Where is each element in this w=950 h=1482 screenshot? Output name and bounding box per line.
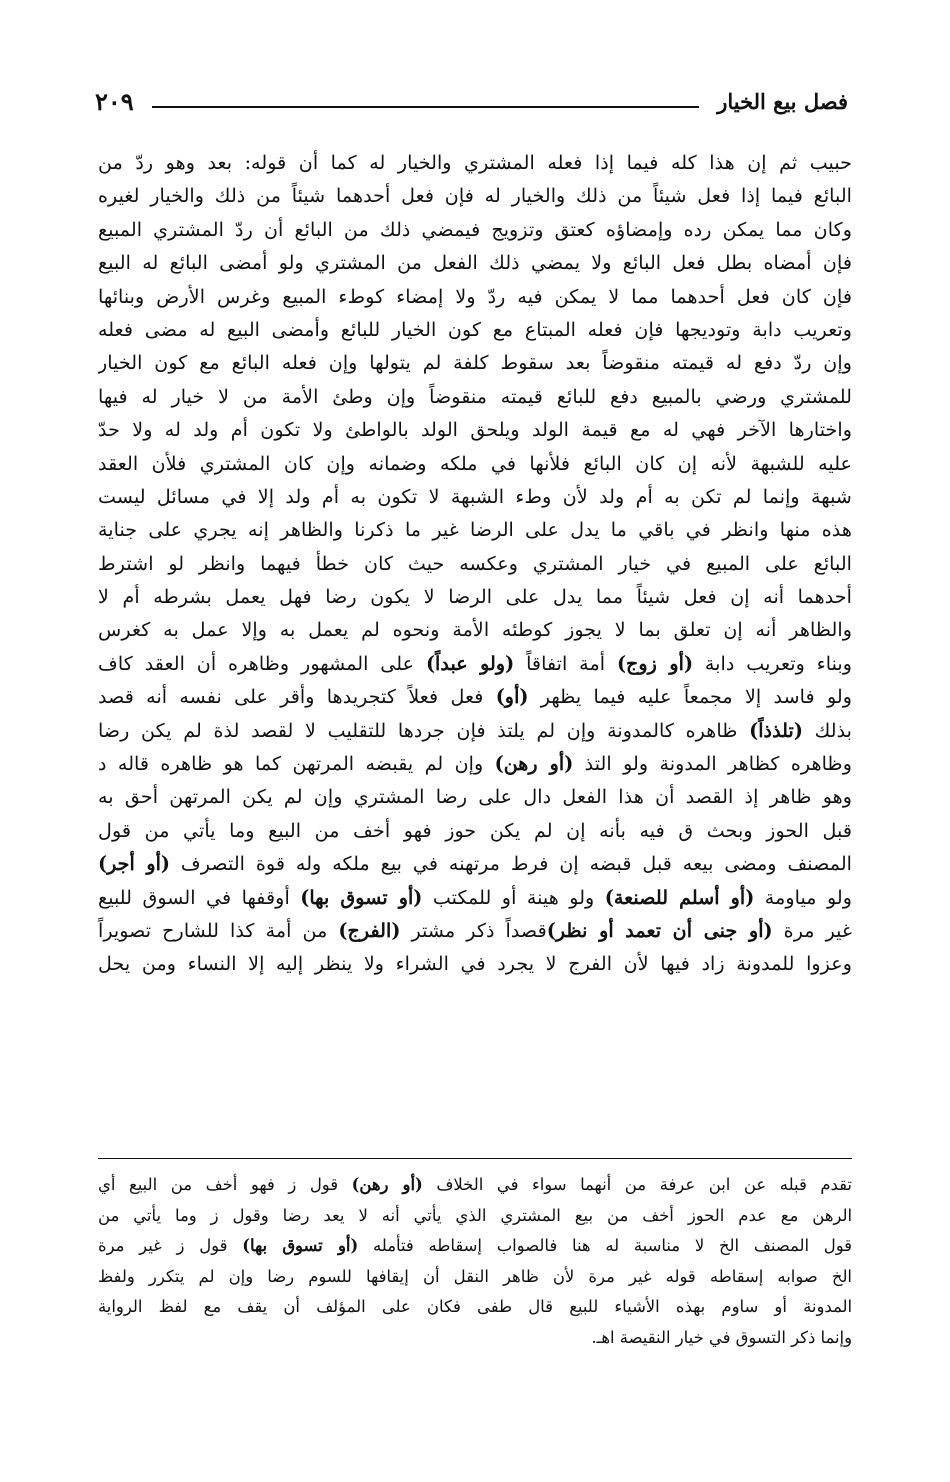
main-text-line <box>98 447 852 480</box>
quoted-matn-phrase: (أو رهن) <box>494 752 574 776</box>
main-text-line <box>98 146 852 179</box>
quoted-matn-phrase: (أو أجر) <box>98 852 171 876</box>
header-rule <box>152 106 700 108</box>
main-text-line <box>98 513 852 546</box>
main-text-line <box>98 413 852 446</box>
main-text-line <box>98 847 852 880</box>
quoted-matn-phrase: (أو تسوق بها) <box>242 1236 359 1256</box>
main-text-line <box>98 780 852 813</box>
quoted-matn-phrase: (أو) <box>495 685 529 709</box>
text-segment: وبناء وتعريب دابة <box>693 651 852 675</box>
quoted-matn-phrase: (الفرج) <box>338 918 401 942</box>
text-segment: فعل فعلاً كتجريدها وأقر على نفسه أنه قصد <box>98 685 496 709</box>
main-text-line <box>98 947 852 980</box>
text-segment: غير مرة <box>772 918 852 942</box>
text-segment: وهو ظاهر إذ القصد أن هذا الفعل دال على رضا المشتري وإن لم يكن المرتهن أحق به <box>98 785 852 809</box>
quoted-matn-phrase: (أو تسوق بها) <box>300 885 423 909</box>
main-text-line <box>98 380 852 413</box>
footnote-text <box>98 1170 852 1354</box>
text-segment: الخ صوابه إسقاطه قوله غير مرة لأن ظاهر النقل أن إيقافها للسوم رضا وإن لم يتكرر ولفظ <box>98 1266 852 1286</box>
text-segment: ولو مياومة <box>754 885 852 909</box>
text-segment: حبيب ثم إن هذا كله فيما إذا فعله المشتري والخيار له كما أن قوله: بعد وهو ردّ من <box>98 151 852 174</box>
text-segment: أحدهما أنه إن فعل شيئاً مما يدل على الرضا لا يكون رضا فهل يعمل بشرطه أم لا <box>98 585 852 609</box>
main-text-line <box>98 714 852 747</box>
footnote-line <box>98 1292 852 1323</box>
main-text-line <box>98 647 852 680</box>
text-segment: وكان مما يمكن رده وإمضاؤه كعتق وتزويج فيمضي ذلك من البائع أن ردّ المشتري المبيع <box>98 217 852 241</box>
main-text-line <box>98 881 852 914</box>
quoted-matn-phrase: (ولو عبداً) <box>425 651 515 675</box>
text-segment: وعزوا للمدونة زاد فيها لأن الفرج لا يجرد في الشراء ولا ينظر إليه إلا النساء ومن يحل <box>98 952 852 976</box>
main-text-line <box>98 246 852 279</box>
footnote-line <box>98 1201 852 1232</box>
main-text-line <box>98 346 852 379</box>
text-segment: وظاهره كظاهر المدونة ولو التذ <box>573 752 852 776</box>
text-segment: والظاهر أنه إن تعلق بما لا يجوز كوطئه الأمة ونحوه لم يعمل به وإلا عمل به كغرس <box>98 618 852 642</box>
main-text-line <box>98 179 852 212</box>
text-segment: ولو هينة أو للمكتب <box>422 885 605 909</box>
quoted-matn-phrase: (أو أسلم للصنعة) <box>604 885 755 909</box>
text-segment: فإن كان فعل أحدهما مما لا يمكن فيه ردّ ولا إمضاء كوطء المبيع وغرس الأرض وبنائها <box>98 284 852 308</box>
text-segment: قول ز غير مرة <box>98 1236 243 1256</box>
quoted-matn-phrase: (أو رهن) <box>351 1175 423 1194</box>
footnote-divider <box>98 1158 852 1159</box>
text-segment: أمة اتفاقاً <box>514 651 617 675</box>
text-segment: البائع فيما إذا فعل شيئاً من ذلك والخيار له فإن فعل أحدهما شيئاً من ذلك والخيار لغيره <box>98 184 852 208</box>
main-text-line <box>98 680 852 713</box>
text-segment: عليه للشبهة لأنه إن كان البائع فلأنها في ملكه وضمانه وإن كان المشتري فلأن العقد <box>98 451 852 475</box>
footnote-line <box>98 1170 852 1201</box>
text-segment: فإن أمضاه بطل فعل البائع ولا يمضي ذلك الفعل من المشتري ولو أمضى البائع له البيع <box>98 251 852 275</box>
text-segment: الرهن مع عدم الحوز أخف من بيع المشتري الذي يأتي أنه لا يعد رضا وقول ز وما يأتي من <box>98 1205 852 1225</box>
main-text-line <box>98 580 852 613</box>
text-segment: قصداً ذكر مشتر <box>400 918 547 942</box>
main-text-line <box>98 613 852 646</box>
text-segment: على المشهور وظاهره أن العقد كاف <box>98 651 426 675</box>
text-segment: وتعريب دابة وتوديجها فإن فعله المبتاع مع كون الخيار للبائع وأمضى البيع له مضى فعله <box>98 317 852 341</box>
text-segment: بذلك <box>802 718 852 742</box>
text-segment: شبهة وإنما لم تكن به أم ولد لأن وطء الشبهة لا تكون به أم ولد إلا في مسائل ليست <box>98 484 852 508</box>
quoted-matn-phrase: (أو جنى أن تعمد أو نظر) <box>546 918 773 942</box>
page-number: ٢٠٩ <box>95 87 134 116</box>
main-text-line <box>98 547 852 580</box>
text-segment: قول المصنف الخ لا مناسبة له هنا فالصواب إسقاطه فتأمله <box>358 1236 852 1256</box>
text-segment: للمشتري ورضي بالمبيع دفع للبائع قيمته منقوضاً وإن وطئ الأمة من لا خيار له فيها <box>98 384 852 408</box>
page-header <box>95 80 848 120</box>
main-text-line <box>98 814 852 847</box>
text-segment: قبل الحوز وبحث ق فيه بأنه إن لم يكن حوز فهو أخف من البيع وما يأتي من قول <box>98 818 852 842</box>
text-segment: وإنما ذكر التسوق في خيار النقيصة اهـ. <box>591 1327 852 1347</box>
footnote-line <box>98 1323 852 1354</box>
footnote-line <box>98 1262 852 1293</box>
main-text-line <box>98 747 852 780</box>
footnote-line <box>98 1231 852 1262</box>
text-segment: ولو فاسد إلا مجمعاً عليه فيما يظهر <box>528 685 852 709</box>
quoted-matn-phrase: (تلذذاً) <box>749 718 803 742</box>
text-segment: تقدم قبله عن ابن عرفة من أنهما سواء في الخلاف <box>422 1175 852 1194</box>
text-segment: وإن ردّ دفع له قيمته منقوضاً بعد سقوط كلفة لم يتولها وإن فعله البائع مع كون الخيار <box>98 351 852 375</box>
main-text-line <box>98 313 852 346</box>
text-segment: واختارها الآخر فهي له مع قيمة الولد ويلحق الولد بالواطئ ولا تكون أم ولد له ولا حدّ <box>98 418 852 442</box>
main-text <box>98 146 852 981</box>
text-segment: من أمة كذا للشارح تصويراً <box>98 918 339 942</box>
main-text-line <box>98 280 852 313</box>
text-segment: أوقفها في السوق للبيع <box>98 885 301 909</box>
text-segment: هذه منها وانظر في باقي ما يدل على الرضا غير ما ذكرنا والظاهر إنه يجري على جناية <box>98 518 852 542</box>
text-segment: البائع على المبيع في خيار المشتري وعكسه حيث كان خطأ فيهما وانظر لو اشترط <box>98 551 852 575</box>
main-text-line <box>98 480 852 513</box>
text-segment: ظاهره كالمدونة وإن لم يلتذ فإن جردها للتقليب لا لقصد لذة لم يكن رضا <box>98 718 750 742</box>
text-segment: المصنف ومضى بيعه قبل قبضه إن فرط مرتهنه في بيع ملكه وله قوة التصرف <box>170 852 852 876</box>
text-segment: المدونة أو ساوم بهذه الأشياء للبيع قال طفى فكان على المؤلف أن يقف مع لفظ الرواية <box>98 1297 852 1317</box>
main-text-line <box>98 914 852 947</box>
text-segment: قول ز فهو أخف من البيع أي <box>98 1175 352 1194</box>
running-title: فصل بيع الخيار <box>717 89 848 114</box>
quoted-matn-phrase: (أو زوج) <box>616 651 694 675</box>
main-text-line <box>98 213 852 246</box>
text-segment: وإن لم يقبضه المرتهن كما هو ظاهره قاله د <box>98 752 495 776</box>
